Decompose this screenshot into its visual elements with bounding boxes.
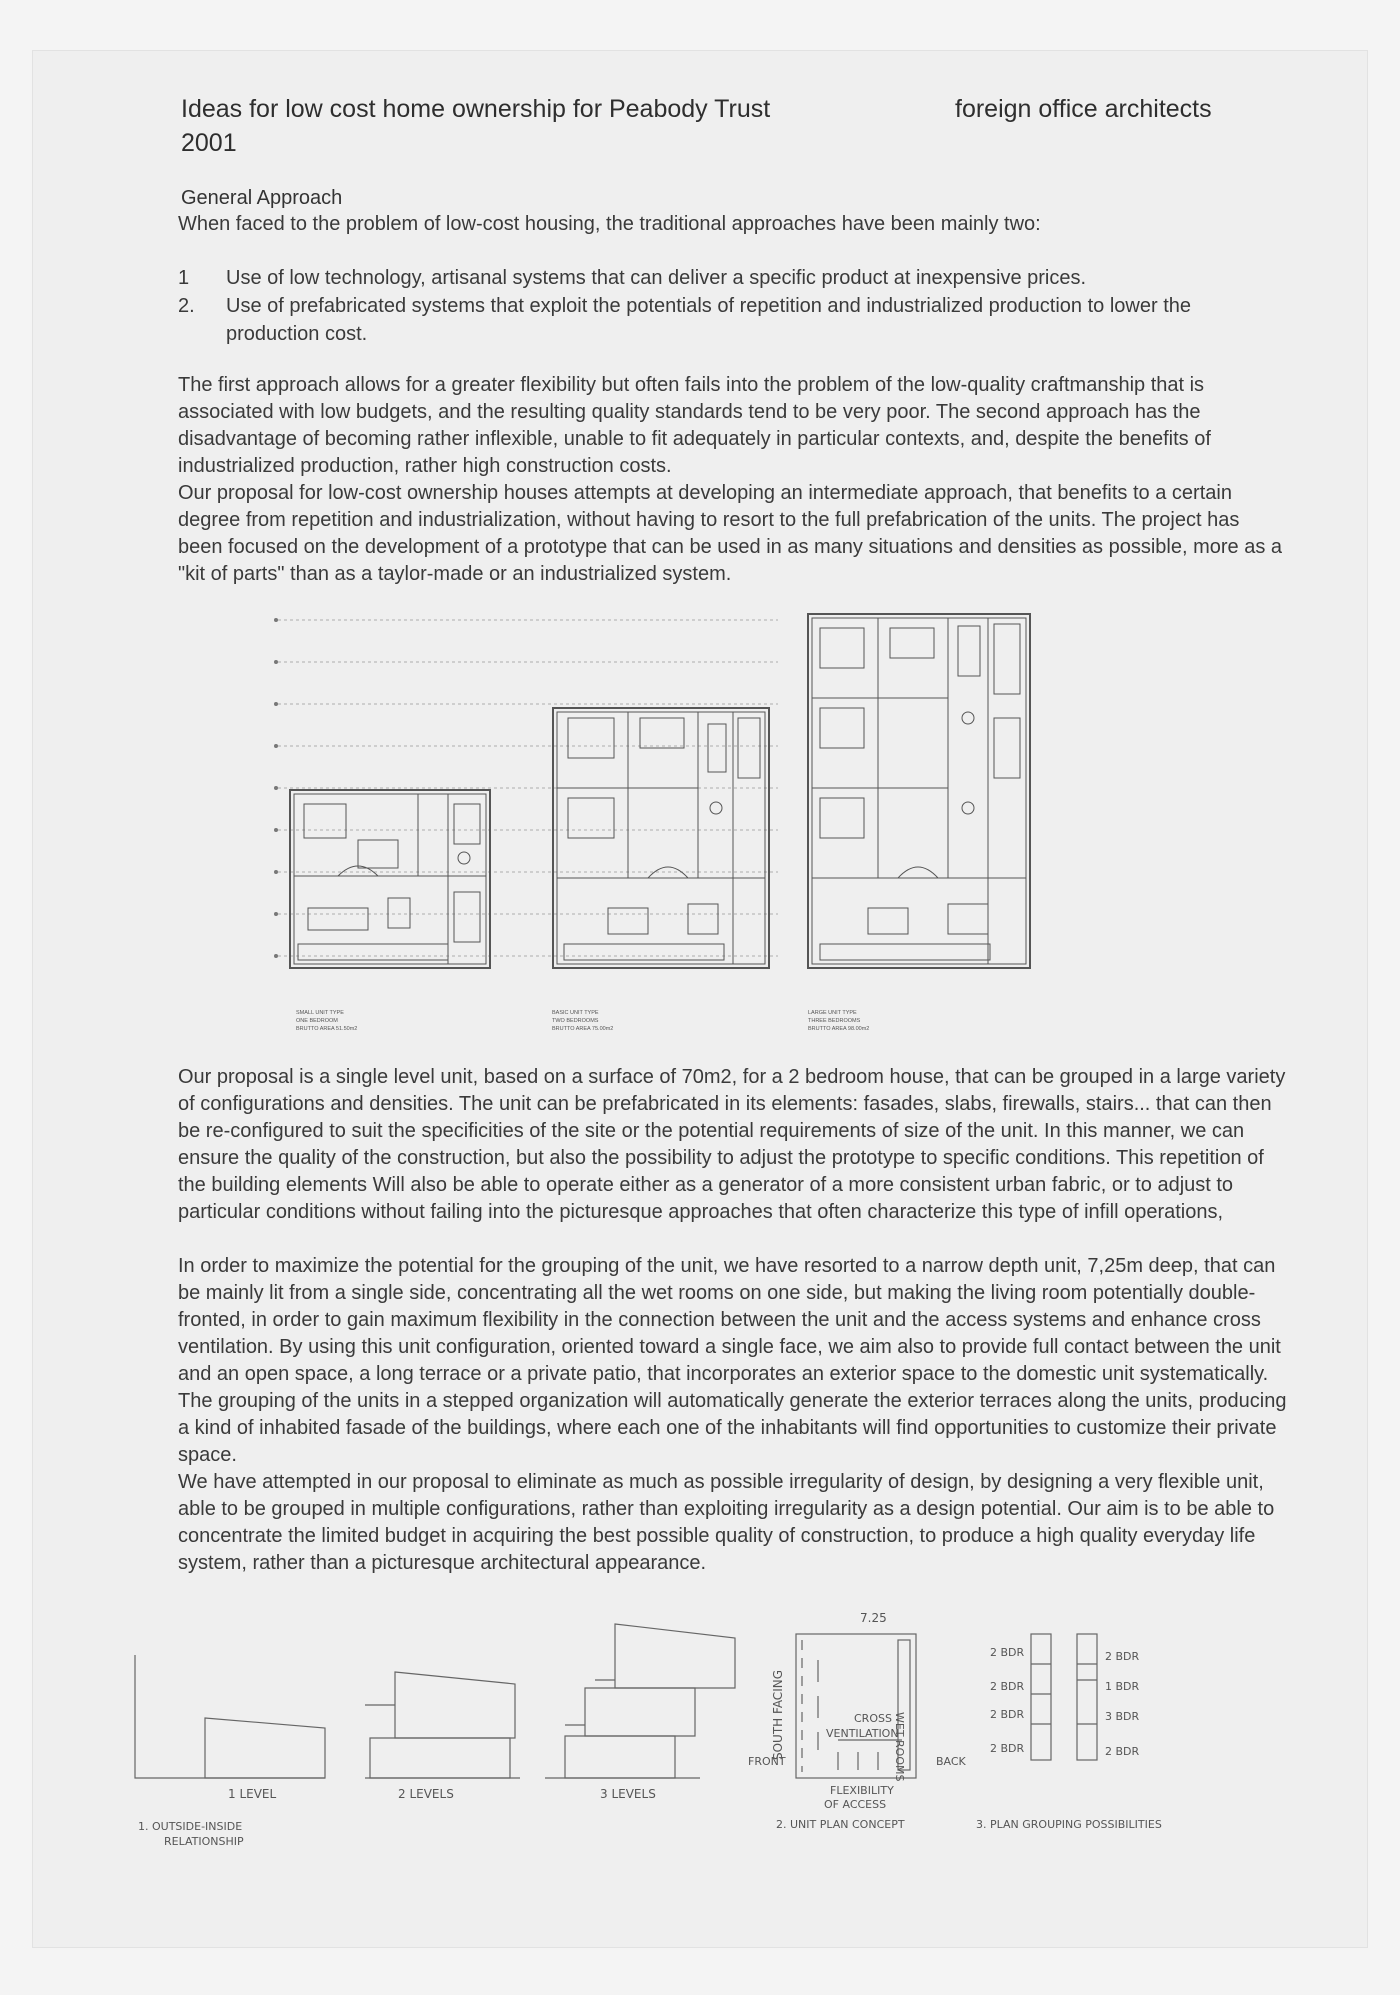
group-label: 2 BDR — [990, 1708, 1025, 1721]
plan-captions — [296, 1010, 869, 1032]
south-facing-label: SOUTH FACING — [771, 1669, 785, 1760]
caption-small-2: ONE BEDROOM — [296, 1018, 338, 1024]
cross-label: CROSS — [854, 1712, 892, 1725]
caption-outside-inside: 1. OUTSIDE-INSIDE — [138, 1820, 243, 1833]
group-label: 1 BDR — [1105, 1680, 1140, 1693]
flexibility-label: FLEXIBILITY — [830, 1784, 894, 1797]
paragraph-proposal-intro: Our proposal for low-cost ownership houses attempts at developing an intermediate approach, that benefits to a certain degree from repetition and industrialization, without having to resort to the full prefabrication of the units. The project has been focused on the development of a prototype that can be used in as many situations and densities as possible, more as a "kit of parts" than as a taylor-made or an industrialized system. — [178, 482, 1283, 585]
group-label: 3 BDR — [1105, 1710, 1140, 1723]
group-label: 2 BDR — [990, 1680, 1025, 1693]
intro-paragraph: When faced to the problem of low-cost housing, the traditional approaches have been mainly two: — [178, 213, 1041, 235]
paragraph-flexible-unit: We have attempted in our proposal to eliminate as much as possible irregularity of design, by designing a very flexible unit, able to be grouped in multiple configurations, rather than exploiting irregularity as a design potential. Our aim is to be able to concentrate the limited budget in acquiring the best possible quality of construction, to produce a high quality everyday life system, rather than a picturesque architectural appearance. — [178, 1471, 1275, 1574]
dimension-label: 7.25 — [860, 1611, 887, 1625]
paragraph-narrow-depth-unit: In order to maximize the potential for the grouping of the unit, we have resorted to a narrow depth unit, 7,25m deep, that can be mainly lit from a single side, concentrating all the wet rooms on one side, but making the living room potentially double-fronted, in order to gain maximum flexibility in the connection between the unit and the access systems and enhance cross ventilation. By using this unit configuration, oriented toward a single face, we aim also to provide full contact between the unit and an open space, a long terrace or a private patio, that incorporates an exterior space to the domestic unit systematically. The grouping of the units in a stepped organization will automatically generate the exterior terraces along the units, producing a kind of inhabited fasade of the buildings, where each one of the inhabitants will find opportunities to customize their private space. — [178, 1255, 1287, 1466]
section-title: General Approach — [181, 187, 343, 209]
caption-large-2: THREE BEDROOMS — [808, 1018, 861, 1024]
level-label: 1 LEVEL — [228, 1787, 277, 1801]
paragraph-single-level-unit: Our proposal is a single level unit, based on a surface of 70m2, for a 2 bedroom house, that can be grouped in a large variety of configurations and densities. The unit can be prefabricated in its elements: fasades, slabs, firewalls, stairs... that can then be re-configured to suit the specificities of the site or the potential requirements of size of the unit. In this manner, we can ensure the quality of the construction, but also the possibility to adjust the prototype to specific conditions. This repetition of the building elements Will also be able to operate either as a generator of a more consistent urban fabric, or to adjust to particular conditions without failing into the picturesque approaches that often characterize this type of infill operations, — [178, 1066, 1286, 1223]
group-label: 2 BDR — [990, 1646, 1025, 1659]
unit-plan-concept — [748, 1611, 967, 1831]
paragraph-first-approach: The first approach allows for a greater flexibility but often fails into the problem of the low-quality craftmanship that is associated with low budgets, and the resulting quality standards tend to be very poor. The second approach has the disadvantage of becoming rather inflexible, unable to fit adequately in particular contexts, and, despite the benefits of industrialized production, rather high construction costs. — [178, 374, 1211, 477]
wet-rooms-label: WET ROOMS — [893, 1712, 906, 1782]
level-label: 3 LEVELS — [600, 1787, 656, 1801]
two-levels-diagram — [365, 1672, 520, 1801]
caption-large-3: BRUTTO AREA 98.00m2 — [808, 1026, 870, 1032]
group-label: 2 BDR — [1105, 1650, 1140, 1663]
dimension-lines — [278, 620, 778, 956]
one-level-diagram — [135, 1655, 325, 1801]
front-label: FRONT — [748, 1755, 786, 1768]
group-label: 2 BDR — [990, 1742, 1025, 1755]
caption-unit-plan-concept: 2. UNIT PLAN CONCEPT — [776, 1818, 905, 1831]
small-unit-plan — [290, 790, 490, 968]
list-number: 2. — [178, 295, 195, 317]
list-number: 1 — [178, 267, 190, 289]
list-text: Use of low technology, artisanal systems that can deliver a specific product at inexpensive prices. — [226, 267, 1087, 289]
document-year: 2001 — [181, 129, 237, 157]
caption-small-3: BRUTTO AREA 51.50m2 — [296, 1026, 358, 1032]
list-text: Use of prefabricated systems that exploit the potentials of repetition and industrialized production to lower the production cost. — [226, 295, 1191, 345]
basic-unit-plan — [553, 708, 769, 968]
caption-large-1: LARGE UNIT TYPE — [808, 1010, 857, 1016]
caption-basic-1: BASIC UNIT TYPE — [552, 1010, 599, 1016]
three-levels-diagram — [545, 1624, 735, 1801]
caption-relationship: RELATIONSHIP — [164, 1835, 244, 1848]
caption-small-1: SMALL UNIT TYPE — [296, 1010, 344, 1016]
group-label: 2 BDR — [1105, 1745, 1140, 1758]
document-title: Ideas for low cost home ownership for Peabody Trust — [181, 95, 771, 123]
large-unit-plan — [808, 614, 1030, 968]
of-access-label: OF ACCESS — [824, 1798, 887, 1811]
ventilation-label: VENTILATION — [826, 1727, 899, 1740]
caption-plan-grouping: 3. PLAN GROUPING POSSIBILITIES — [976, 1818, 1162, 1831]
concept-diagrams — [120, 1600, 1200, 1865]
plan-grouping — [976, 1634, 1162, 1831]
firm-name: foreign office architects — [955, 95, 1212, 123]
level-label: 2 LEVELS — [398, 1787, 454, 1801]
back-label: BACK — [936, 1755, 966, 1768]
caption-basic-3: BRUTTO AREA 75.00m2 — [552, 1026, 614, 1032]
caption-basic-2: TWO BEDROOMS — [552, 1018, 599, 1024]
floor-plans-figure — [268, 608, 1038, 1053]
